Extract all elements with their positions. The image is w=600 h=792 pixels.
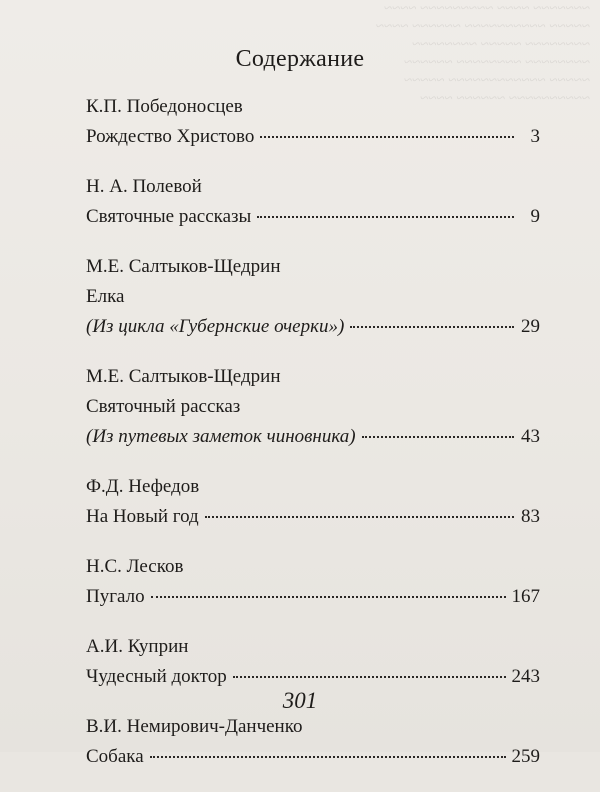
toc-work-title: Елка [86, 286, 125, 307]
toc-author: В.И. Немирович-Данченко [86, 716, 303, 737]
toc-line [86, 502, 540, 532]
toc-author: К.П. Победоносцев [86, 96, 243, 117]
toc-line [86, 582, 540, 612]
toc-page-number: 3 [530, 126, 540, 147]
toc-entry [86, 172, 540, 232]
toc-page-number: 43 [521, 426, 540, 447]
toc-line [86, 742, 540, 772]
bleed-through-text: ~~~~~~~ ~~~~ ~~~~~~~~~ ~~~~ ~~~~~ ~~~~~~~~~~ ~~~~~~ ~~~~ ~~~~~~~~ ~~~~~ ~~~~~~~~ ~~~~~~~~ ~~~~~~~~ ~~~~~~ ~~~~~ ~~~~~~~~~~~~ ~~~~~ ~~~~~~~~~~ ~~~~~~ ~~~~ [375, 1, 590, 107]
toc-author: А.И. Куприн [86, 636, 189, 657]
toc-page-number: 243 [511, 666, 540, 687]
toc-work-title: На Новый год [86, 506, 199, 527]
toc-work-title: Святочный рассказ [86, 396, 241, 417]
toc-work-title: Рождество Христово [86, 126, 255, 147]
toc-work-title: Святочные рассказы [86, 206, 252, 227]
page-number: 301 [282, 688, 318, 713]
dot-leader [233, 675, 506, 678]
dot-leader [350, 325, 514, 328]
toc-work-title: Пугало [86, 586, 145, 607]
dot-leader [150, 755, 506, 758]
dot-leader [260, 135, 514, 138]
toc-line [86, 312, 540, 342]
toc-page-number: 29 [521, 316, 540, 337]
toc-line [86, 122, 540, 152]
toc-entry [86, 472, 540, 532]
toc-author: Н.С. Лесков [86, 556, 184, 577]
toc-line [86, 422, 540, 452]
toc-work-title: Собака [86, 746, 144, 767]
toc-work-title: (Из путевых заметок чиновника) [86, 426, 356, 447]
toc-page-number: 167 [511, 586, 540, 607]
dot-leader [362, 435, 514, 438]
toc-line [86, 282, 540, 312]
toc-entry [86, 252, 540, 342]
table-of-contents [86, 92, 540, 792]
toc-author: Ф.Д. Нефедов [86, 476, 200, 497]
toc-author: М.Е. Салтыков-Щедрин [86, 256, 281, 277]
toc-line [86, 202, 540, 232]
toc-entry [86, 552, 540, 612]
toc-page-number: 259 [511, 746, 540, 767]
dot-leader [151, 595, 506, 598]
toc-page-number: 83 [521, 506, 540, 527]
toc-entry [86, 92, 540, 152]
toc-author: Н. А. Полевой [86, 176, 202, 197]
dot-leader [205, 515, 514, 518]
toc-page-number: 9 [530, 206, 540, 227]
toc-entry [86, 712, 540, 772]
dot-leader [257, 215, 514, 218]
toc-work-title: (Из цикла «Губернские очерки») [86, 316, 345, 337]
toc-work-title: Чудесный доктор [86, 666, 227, 687]
page-title: Содержание [235, 46, 365, 72]
toc-entry [86, 632, 540, 692]
toc-line [86, 392, 540, 422]
toc-entry [86, 362, 540, 452]
toc-author: М.Е. Салтыков-Щедрин [86, 366, 281, 387]
